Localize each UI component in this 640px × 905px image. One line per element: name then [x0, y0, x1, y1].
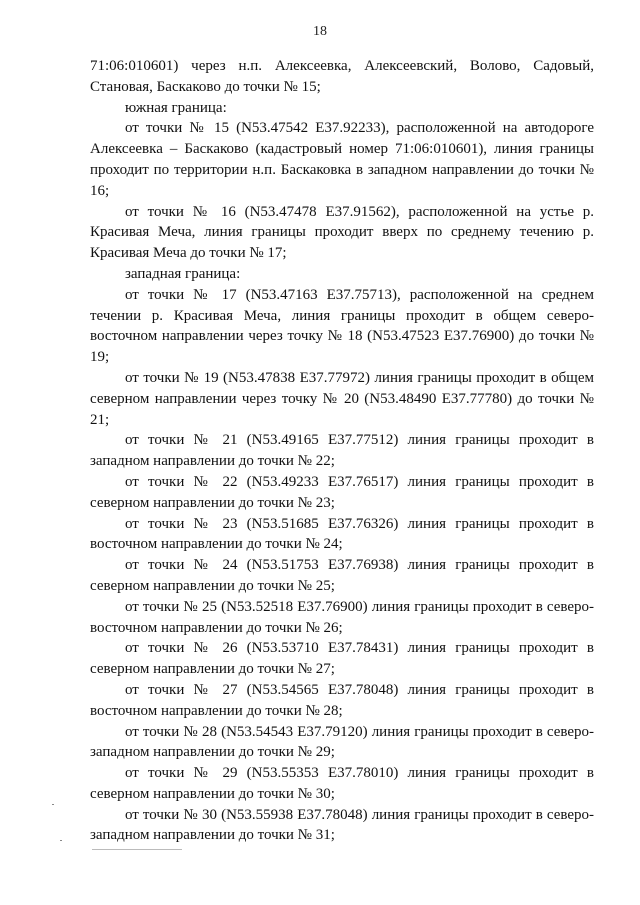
- paragraph: от точки № 25 (N53.52518 E37.76900) линия границы проходит в северо-восточном направлении до точки № 26;: [90, 598, 594, 636]
- document-body: [90, 56, 594, 846]
- paragraph: от точки № 19 (N53.47838 E37.77972) линия границы проходит в общем северном направлении через точку № 20 (N53.48490 E37.77780) до точки № 21;: [90, 369, 594, 428]
- paragraph: от точки № 21 (N53.49165 E37.77512) линия границы проходит в западном направлении до точки № 22;: [90, 432, 594, 470]
- page-number: 18: [313, 24, 327, 39]
- paragraph: от точки № 27 (N53.54565 E37.78048) линия границы проходит в восточном направлении до точки № 28;: [90, 681, 594, 719]
- paragraph: от точки № 24 (N53.51753 E37.76938) линия границы проходит в северном направлении до точки № 25;: [90, 557, 594, 594]
- paragraph: от точки № 26 (N53.53710 E37.78431) линия границы проходит в северном направлении до точки № 27;: [90, 640, 594, 678]
- section-heading-south: южная граница:: [125, 99, 227, 116]
- paragraph: от точки № 22 (N53.49233 E37.76517) линия границы проходит в северном направлении до точки № 23;: [90, 473, 594, 511]
- section-heading-west: западная граница:: [125, 265, 241, 282]
- paragraph: от точки № 29 (N53.55353 E37.78010) линия границы проходит в северном направлении до точки № 30;: [90, 765, 594, 802]
- scan-mark: [92, 849, 182, 850]
- paragraph: от точки № 16 (N53.47478 E37.91562), расположенной на устье р. Красивая Меча, линия границы проходит вверх по среднему течению р. Красивая Меча до точки № 17;: [90, 203, 594, 262]
- paragraph: от точки № 28 (N53.54543 E37.79120) линия границы проходит в северо-западном направлении до точки № 29;: [90, 723, 594, 761]
- paragraph: 71:06:010601) через н.п. Алексеевка, Алексеевский, Волово, Садовый, Становая, Баскаково до точки № 15;: [90, 58, 594, 95]
- scan-mark: [60, 840, 62, 841]
- paragraph: от точки № 15 (N53.47542 E37.92233), расположенной на автодороге Алексеевка – Баскаково (кадастровый номер 71:06:010601), линия границы проходит по территории н.п. Баскаковка в западном направлении до точки № 16;: [90, 120, 594, 199]
- scan-mark: [52, 804, 54, 805]
- paragraph: от точки № 17 (N53.47163 E37.75713), расположенной на среднем течении р. Красивая Меча, линия границы проходит в общем северо-восточном направлении через точку № 18 (N53.47523 E37.76900) до точки № 19;: [90, 286, 594, 366]
- paragraph: от точки № 30 (N53.55938 E37.78048) линия границы проходит в северо-западном направлении до точки № 31;: [90, 806, 594, 844]
- paragraph: от точки № 23 (N53.51685 E37.76326) линия границы проходит в восточном направлении до точки № 24;: [90, 515, 594, 553]
